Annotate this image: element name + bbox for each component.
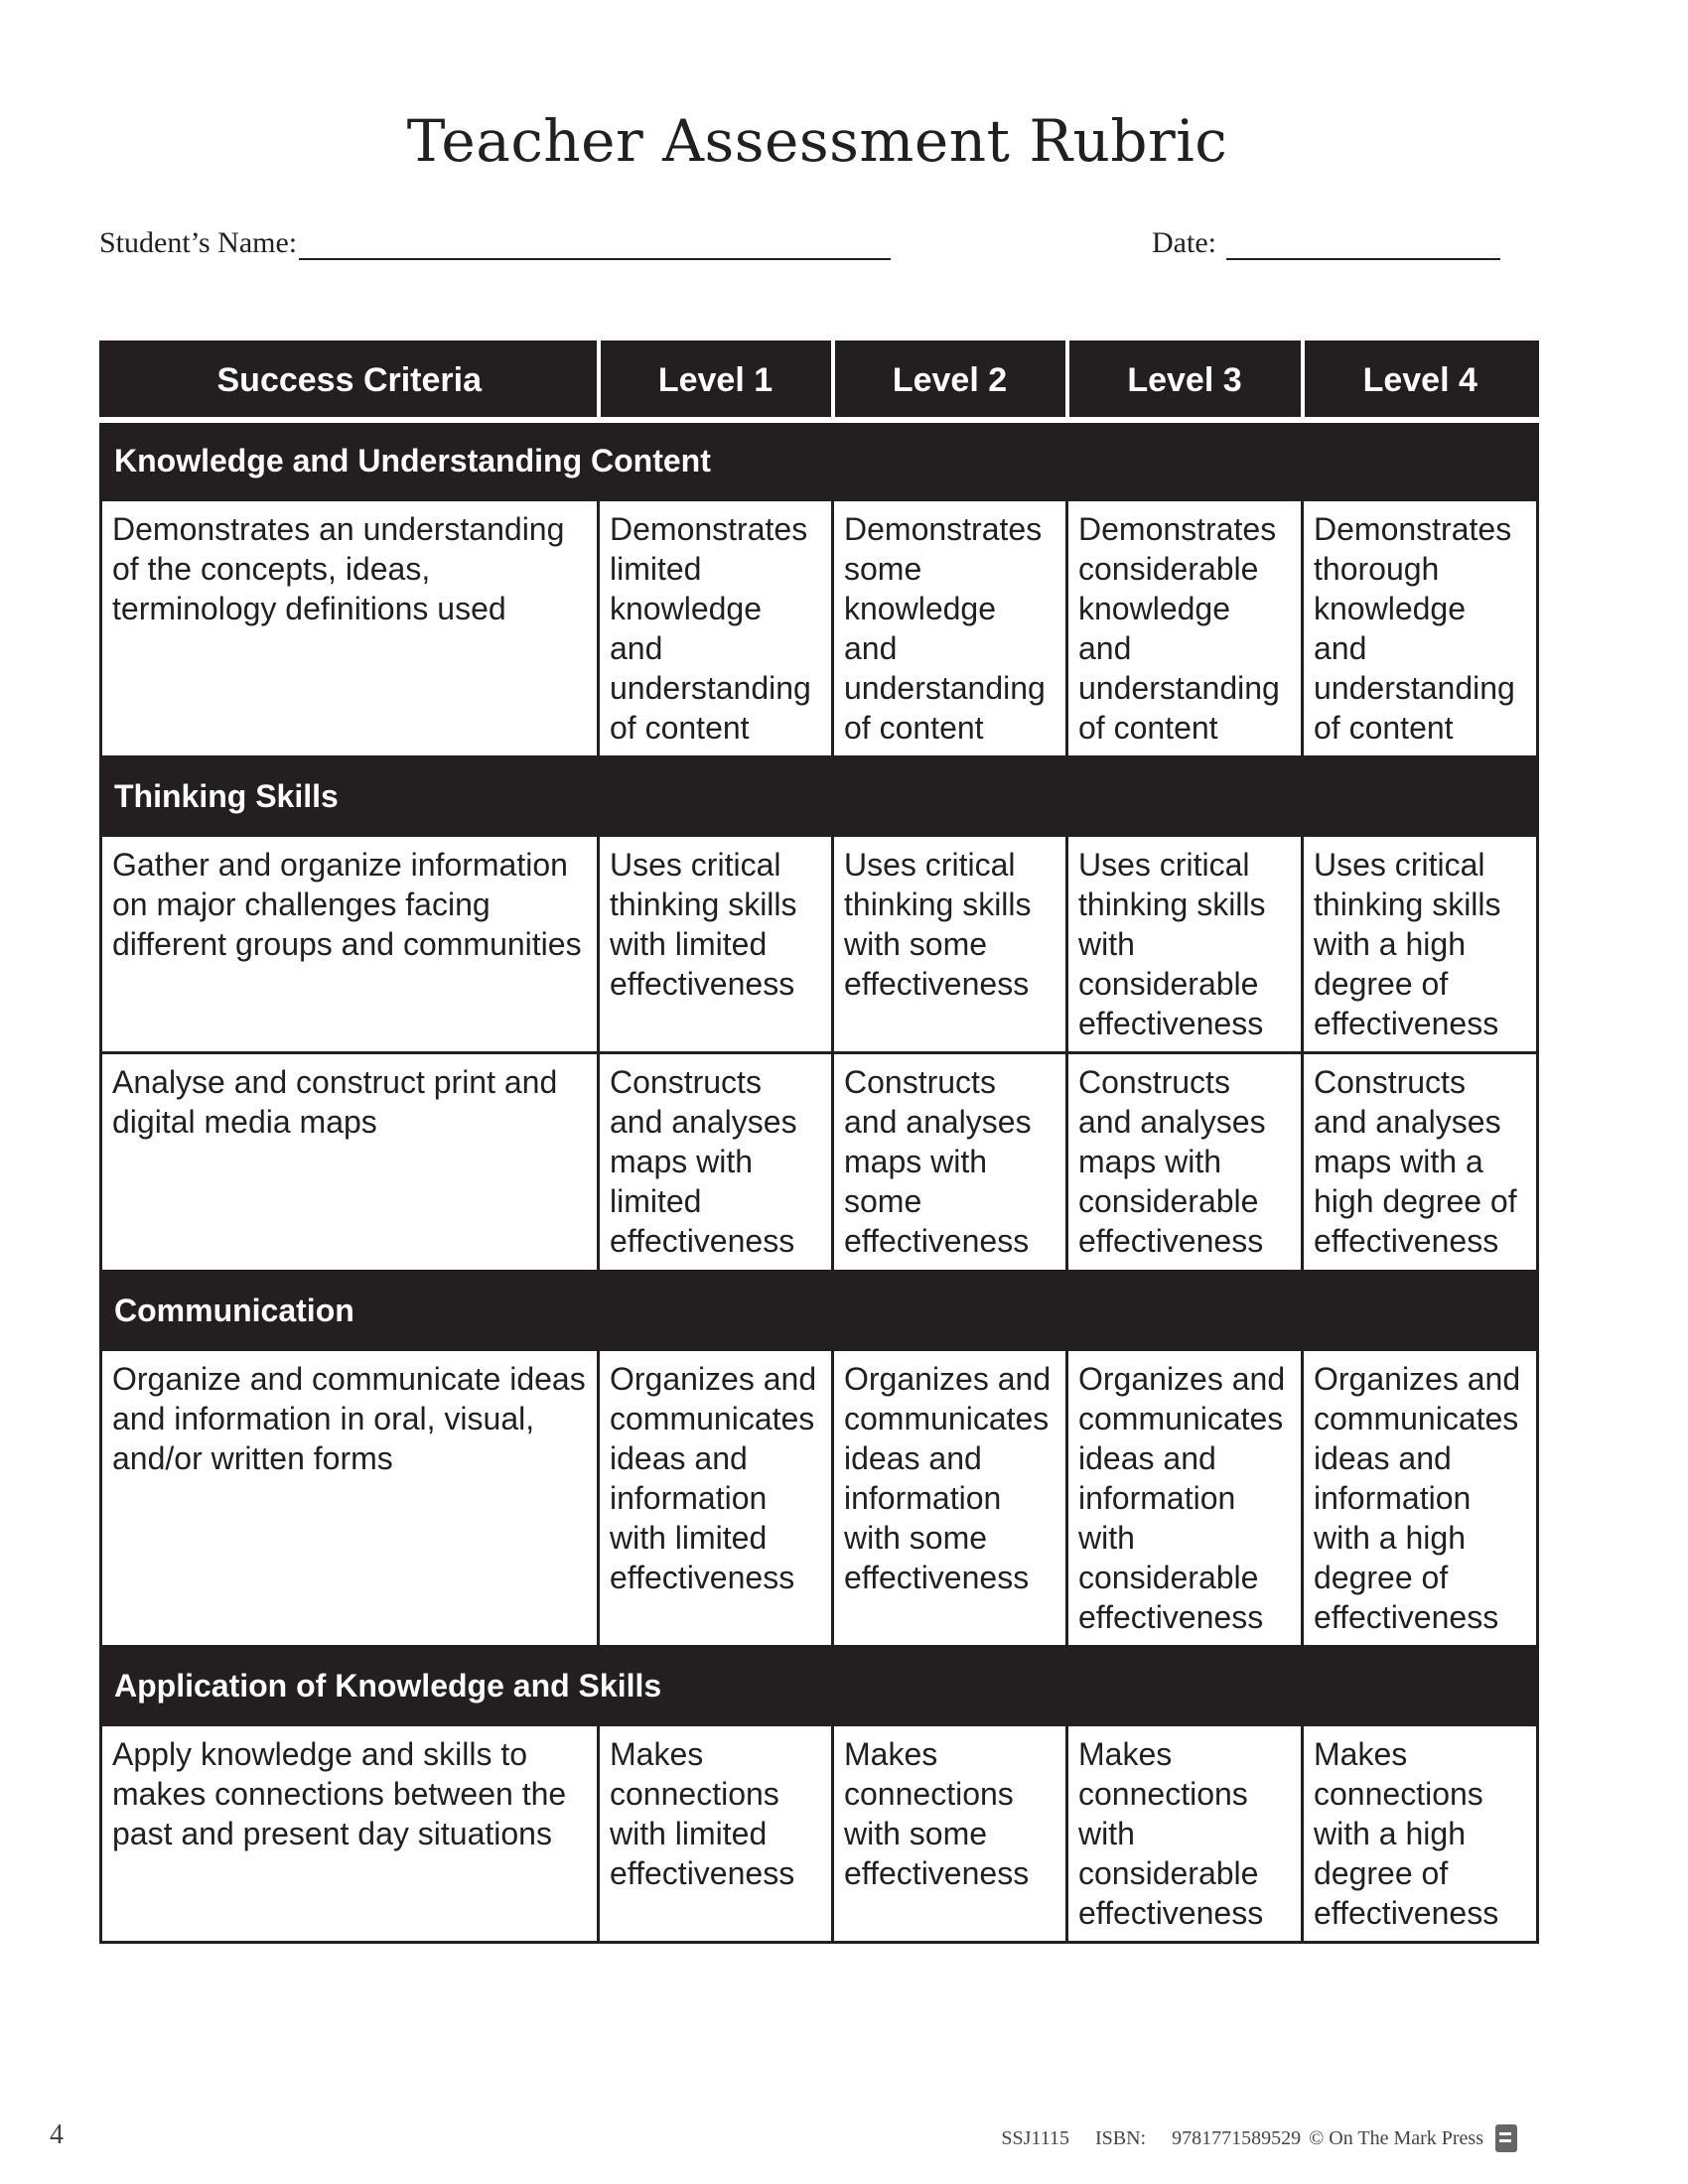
level-2-cell: Constructs and analyses maps with some effectiveness	[833, 1053, 1067, 1272]
date-label: Date:	[1152, 226, 1216, 259]
header-success-criteria: Success Criteria	[101, 342, 599, 421]
criteria-cell: Analyse and construct print and digital media maps	[101, 1053, 599, 1272]
level-4-cell: Uses critical thinking skills with a high degree of effectiveness	[1303, 836, 1538, 1053]
level-4-cell: Makes connections with a high degree of effectiveness	[1303, 1725, 1538, 1943]
student-name-field	[99, 226, 891, 260]
table-row	[101, 1725, 1538, 1943]
header-level-1: Level 1	[599, 342, 833, 421]
level-1-cell: Demonstrates limited knowledge and understanding of content	[599, 500, 833, 757]
criteria-cell: Gather and organize information on major challenges facing different groups and communities	[101, 836, 599, 1053]
header-level-3: Level 3	[1067, 342, 1303, 421]
section-row	[101, 757, 1538, 836]
level-1-cell: Constructs and analyses maps with limited effectiveness	[599, 1053, 833, 1272]
level-4-cell: Organizes and communicates ideas and information with a high degree of effectiveness	[1303, 1350, 1538, 1647]
level-3-cell: Demonstrates considerable knowledge and understanding of content	[1067, 500, 1303, 757]
isbn-label: ISBN:	[1094, 2126, 1147, 2149]
student-name-line[interactable]	[299, 232, 891, 260]
footer-info	[1001, 2124, 1517, 2152]
section-row	[101, 1647, 1538, 1725]
table-row	[101, 500, 1538, 757]
level-3-cell: Organizes and communicates ideas and information with considerable effectiveness	[1067, 1350, 1303, 1647]
table-row	[101, 1053, 1538, 1272]
level-4-cell: Constructs and analyses maps with a high degree of effectiveness	[1303, 1053, 1538, 1272]
page-number: 4	[50, 2119, 64, 2150]
isbn-value: 9781771589529	[1172, 2126, 1302, 2149]
level-2-cell: Organizes and communicates ideas and information with some effectiveness	[833, 1350, 1067, 1647]
level-3-cell: Uses critical thinking skills with considerable effectiveness	[1067, 836, 1303, 1053]
publisher: © On The Mark Press	[1309, 2126, 1483, 2149]
header-level-2: Level 2	[833, 342, 1067, 421]
product-code: SSJ1115	[1001, 2126, 1069, 2149]
on-the-mark-press-logo-icon	[1495, 2124, 1517, 2152]
section-title: Application of Knowledge and Skills	[101, 1647, 1538, 1725]
level-4-cell: Demonstrates thorough knowledge and understanding of content	[1303, 500, 1538, 757]
level-2-cell: Uses critical thinking skills with some effectiveness	[833, 836, 1067, 1053]
criteria-cell: Apply knowledge and skills to makes connections between the past and present day situations	[101, 1725, 599, 1943]
level-1-cell: Uses critical thinking skills with limited effectiveness	[599, 836, 833, 1053]
page-title: Teacher Assessment Rubric	[406, 107, 1228, 175]
header-row	[101, 342, 1538, 421]
section-title: Communication	[101, 1272, 1538, 1350]
level-2-cell: Makes connections with some effectiveness	[833, 1725, 1067, 1943]
header-level-4: Level 4	[1303, 342, 1538, 421]
level-3-cell: Makes connections with considerable effectiveness	[1067, 1725, 1303, 1943]
table-row	[101, 1350, 1538, 1647]
section-title: Thinking Skills	[101, 757, 1538, 836]
date-field	[1152, 226, 1500, 260]
level-2-cell: Demonstrates some knowledge and understanding of content	[833, 500, 1067, 757]
table-row	[101, 836, 1538, 1053]
rubric-table	[99, 341, 1539, 1944]
criteria-cell: Organize and communicate ideas and information in oral, visual, and/or written forms	[101, 1350, 599, 1647]
criteria-cell: Demonstrates an understanding of the concepts, ideas, terminology definitions used	[101, 500, 599, 757]
section-row	[101, 420, 1538, 500]
section-title: Knowledge and Understanding Content	[101, 420, 1538, 500]
level-1-cell: Makes connections with limited effectiveness	[599, 1725, 833, 1943]
student-name-label: Student’s Name:	[99, 226, 298, 259]
date-line[interactable]	[1226, 232, 1500, 260]
level-1-cell: Organizes and communicates ideas and information with limited effectiveness	[599, 1350, 833, 1647]
level-3-cell: Constructs and analyses maps with considerable effectiveness	[1067, 1053, 1303, 1272]
section-row	[101, 1272, 1538, 1350]
